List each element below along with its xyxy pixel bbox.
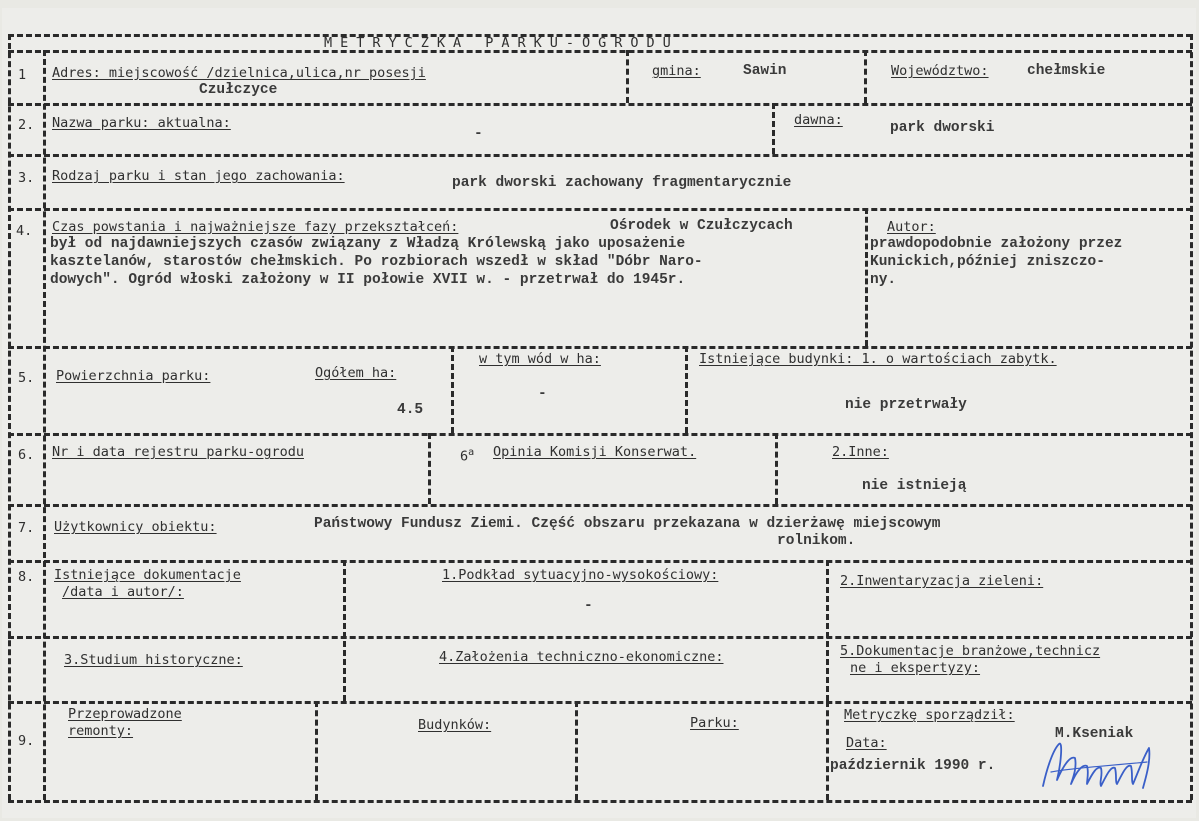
doc-technical-label: 4.Założenia techniczno-ekonomiczne:	[439, 649, 724, 665]
author-text-2: Kunickich,później zniszczo-	[870, 254, 1105, 270]
area-total-label: Ogółem ha:	[315, 365, 397, 381]
wojewodztwo-label: Województwo:	[891, 63, 989, 79]
history-text-4: dowych". Ogród włoski założony w II połowie XVII w. - przetrwał do 1945r.	[50, 272, 686, 288]
rule-r4	[865, 208, 868, 346]
rule-r6a	[428, 433, 431, 504]
date-value: październik 1990 r.	[830, 758, 996, 774]
form-title: METRYCZKA PARKU-OGRODU	[324, 35, 679, 51]
record-card	[2, 8, 1196, 818]
rule-row3	[8, 208, 1192, 211]
rule-row6	[8, 504, 1192, 507]
rule-r1a	[626, 50, 629, 103]
address-label: Adres: miejscowość /dzielnica,ulica,nr posesji	[52, 65, 426, 81]
doc-expertise-label-1: 5.Dokumentacje branżowe,technicz	[840, 643, 1101, 659]
history-label: Czas powstania i najważniejsze fazy przekształceń:	[52, 219, 459, 235]
rule-row8a	[8, 636, 1192, 639]
row-number-6: 6.	[18, 447, 35, 463]
prepared-by-label: Metryczkę sporządził:	[844, 707, 1015, 723]
wojewodztwo-value: chełmskie	[1027, 63, 1106, 79]
rule-r1b	[864, 50, 867, 103]
date-label: Data:	[846, 735, 887, 751]
repairs-park-label: Parku:	[690, 715, 739, 731]
rule-r5a	[451, 346, 454, 433]
area-total-value: 4.5	[397, 402, 424, 418]
users-label: Użytkownicy obiektu:	[54, 519, 217, 535]
doc-survey-value: -	[584, 598, 593, 614]
other-buildings-label: 2.Inne:	[832, 444, 889, 460]
history-text-3: kasztelanów, starostów chełmskich. Po rozbiorach wszedł w skład "Dóbr Naro-	[50, 254, 703, 270]
rule-row4	[8, 346, 1192, 349]
row-number-5: 5.	[18, 370, 35, 386]
author-label: Autor:	[887, 219, 936, 235]
rule-row2	[8, 154, 1192, 157]
opinion-number: 6$^a$	[460, 447, 475, 465]
gmina-label: gmina:	[652, 63, 701, 79]
author-text-1: prawdopodobnie założony przez	[870, 236, 1123, 252]
rule-row7	[8, 560, 1192, 563]
buildings-label: Istniejące budynki: 1. o wartościach zabytk.	[699, 351, 1057, 367]
row-number-4: 4.	[16, 223, 33, 239]
users-value-2: rolnikom.	[777, 533, 856, 549]
rule-right	[1190, 34, 1193, 800]
rule-row1	[8, 103, 1192, 106]
gmina-value: Sawin	[743, 63, 787, 79]
rule-r9c	[826, 701, 829, 800]
rule-r8a	[343, 560, 346, 701]
rule-row8b	[8, 701, 1192, 704]
row-number-8: 8.	[18, 569, 35, 585]
rule-r9b	[575, 701, 578, 800]
doc-history-label: 3.Studium historyczne:	[64, 652, 243, 668]
repairs-label-2: remonty:	[68, 723, 134, 739]
doc-greenery-label: 2.Inwentaryzacja zieleni:	[840, 573, 1044, 589]
area-label: Powierzchnia parku:	[56, 368, 211, 384]
rule-num-col	[43, 50, 46, 800]
documentation-label-2: /data i autor/:	[62, 584, 184, 600]
rule-r8b	[826, 560, 829, 701]
rule-r5b	[685, 346, 688, 433]
users-value-1: Państwowy Fundusz Ziemi. Część obszaru przekazana w dzierżawę miejscowym	[314, 516, 941, 532]
register-label: Nr i data rejestru parku-ogrodu	[52, 444, 304, 460]
rule-r9a	[315, 701, 318, 800]
rule-left	[8, 34, 11, 800]
rule-row5	[8, 433, 1192, 436]
prepared-by-value: M.Kseniak	[1055, 726, 1134, 742]
history-text-1: Ośrodek w Czułczycach	[610, 218, 793, 234]
history-text-2: był od najdawniejszych czasów związany z Władzą Królewską jako uposażenie	[50, 236, 686, 252]
park-type-value: park dworski zachowany fragmentarycznie	[452, 175, 792, 191]
opinion-label: Opinia Komisji Konserwat.	[493, 444, 697, 460]
park-type-label: Rodzaj parku i stan jego zachowania:	[52, 168, 345, 184]
row-number-9: 9.	[18, 733, 35, 749]
park-name-former-label: dawna:	[794, 112, 843, 128]
rule-r2	[772, 103, 775, 154]
water-area-value: -	[538, 386, 547, 402]
doc-survey-label: 1.Podkład sytuacyjno-wysokościowy:	[442, 567, 719, 583]
repairs-label-1: Przeprowadzone	[68, 706, 182, 722]
author-text-3: ny.	[870, 272, 897, 288]
row-number-7: 7.	[18, 520, 35, 536]
doc-expertise-label-2: ne i ekspertyzy:	[850, 660, 981, 676]
row-number-1: 1	[18, 67, 27, 83]
park-name-current-value: -	[474, 126, 483, 142]
park-name-former-value: park dworski	[890, 120, 995, 136]
rule-r6b	[775, 433, 778, 504]
buildings-value: nie przetrwały	[845, 397, 967, 413]
row-number-2: 2.	[18, 117, 35, 133]
address-value: Czułczyce	[199, 82, 278, 98]
water-area-label: w tym wód w ha:	[479, 351, 601, 367]
opinion-number-sup: a	[468, 447, 475, 458]
repairs-buildings-label: Budynków:	[418, 717, 492, 733]
signature-icon	[1037, 728, 1162, 796]
row-number-3: 3.	[18, 170, 35, 186]
park-name-label: Nazwa parku: aktualna:	[52, 115, 231, 131]
documentation-label-1: Istniejące dokumentacje	[54, 567, 241, 583]
rule-bottom	[8, 800, 1192, 803]
other-buildings-value: nie istnieją	[862, 478, 967, 494]
